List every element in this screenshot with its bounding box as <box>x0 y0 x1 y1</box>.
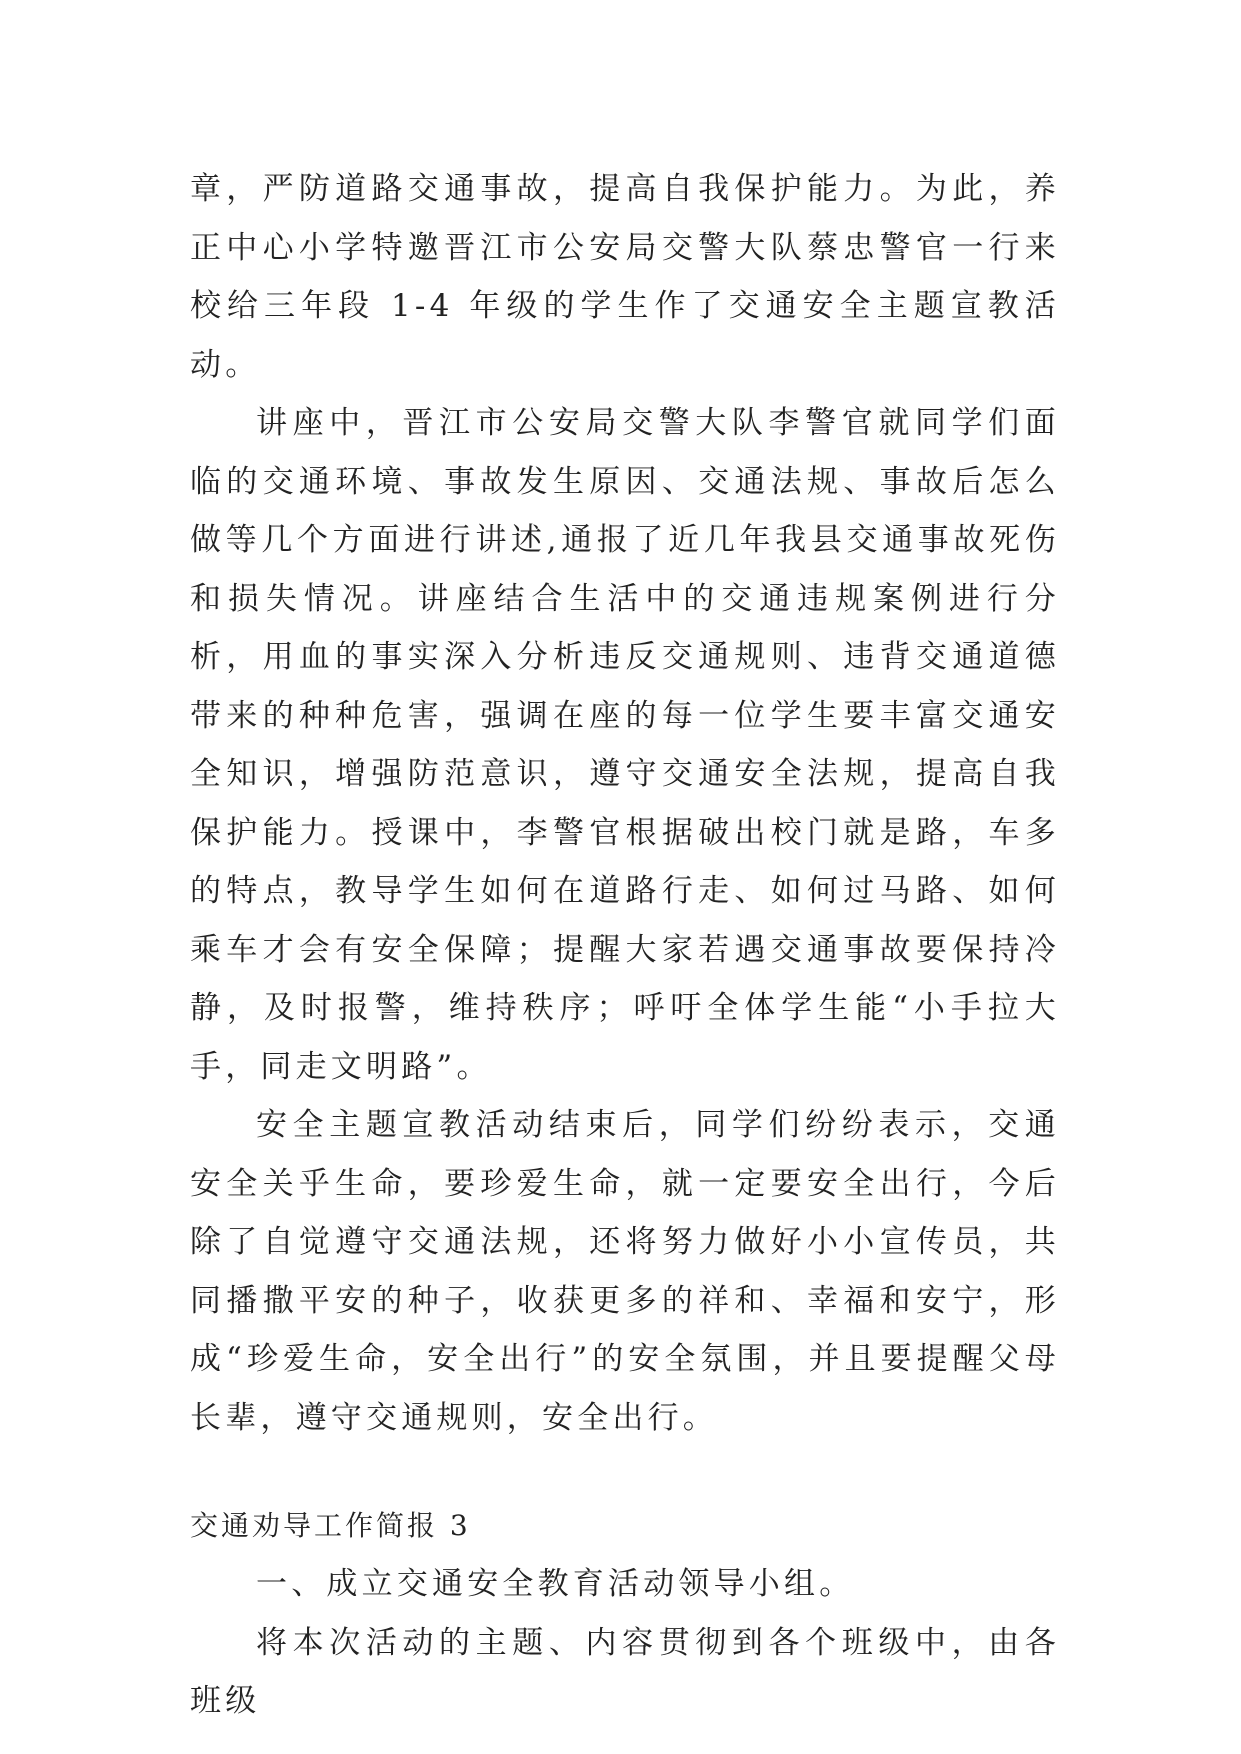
document-page <box>190 160 1060 1731</box>
paragraph-activity: 将本次活动的主题、内容贯彻到各个班级中，由各班级 <box>190 1624 1060 1719</box>
paragraph-conclusion: 安全主题宣教活动结束后，同学们纷纷表示，交通安全关乎生命，要珍爱生命，就一定要安全出行，今后除了自觉遵守交通法规，还将努力做好小小宣传员，共同播撒平安的种子，收获更多的祥和、幸福和安宁，形成“珍爱生命，安全出行”的安全氛围，并且要提醒父母长辈，遵守交通规则，安全出行。 <box>190 1107 1060 1436</box>
section-title: 交通劝导工作简报 3 <box>190 1509 471 1542</box>
paragraph-lecture: 讲座中，晋江市公安局交警大队李警官就同学们面临的交通环境、事故发生原因、交通法规、事故后怎么做等几个方面进行讲述,通报了近几年我县交通事故死伤和损失情况。讲座结合生活中的交通违规案例进行分析，用血的事实深入分析违反交通规则、违背交通道德带来的种种危害，强调在座的每一位学生要丰富交通安全知识，增强防范意识，遵守交通安全法规，提高自我保护能力。授课中，李警官根据破出校门就是路，车多的特点，教导学生如何在道路行走、如何过马路、如何乘车才会有安全保障；提醒大家若遇交通事故要保持冷静，及时报警，维持秩序；呼吁全体学生能“小手拉大手，同走文明路”。 <box>190 405 1060 1085</box>
paragraph-item-one: 一、成立交通安全教育活动领导小组。 <box>256 1566 855 1602</box>
paragraph-continuation: 章，严防道路交通事故，提高自我保护能力。为此，养正中心小学特邀晋江市公安局交警大队蔡忠警官一行来校给三年段 1-4 年级的学生作了交通安全主题宣教活动。 <box>190 171 1060 383</box>
